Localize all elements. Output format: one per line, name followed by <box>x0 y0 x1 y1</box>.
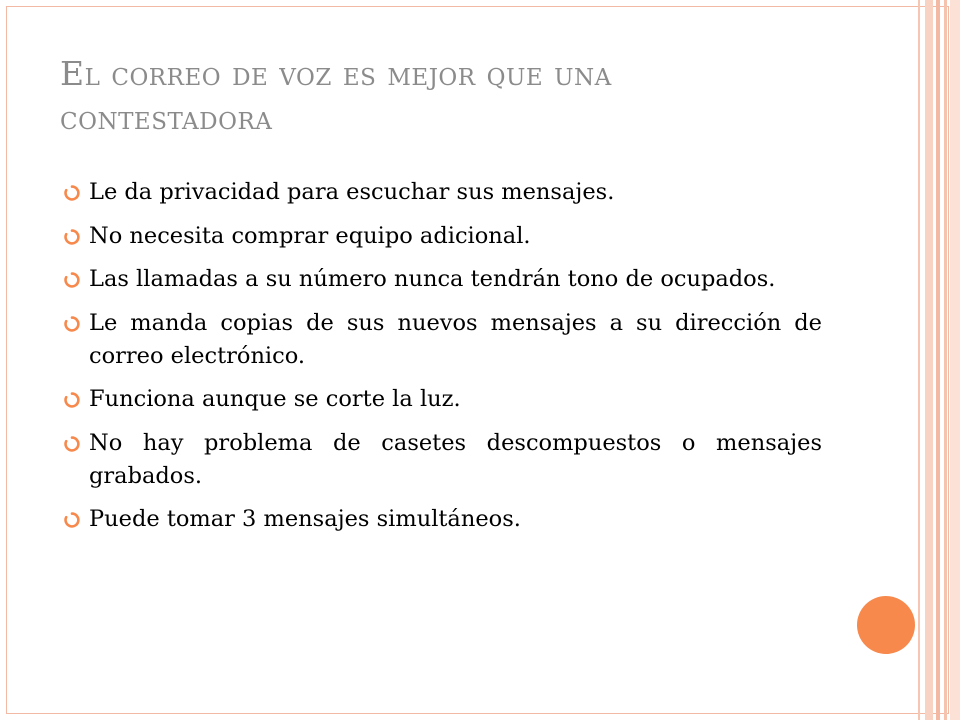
bullet-ring-icon <box>64 436 80 452</box>
bullet-list <box>64 176 822 547</box>
accent-circle <box>857 596 915 654</box>
bullet-ring-icon <box>64 229 80 245</box>
bullet-ring-icon <box>64 512 80 528</box>
bullet-ring-icon <box>64 316 80 332</box>
bullet-text: No necesita comprar equipo adicional. <box>89 222 531 249</box>
bullet-ring-icon <box>64 272 80 288</box>
bullet-ring-icon <box>64 392 80 408</box>
bullet-text: Puede tomar 3 mensajes simultáneos. <box>89 506 521 532</box>
decorative-stripe <box>936 0 940 720</box>
bullet-text: No hay problema de casetes descompuestos o mensajes grabados. <box>89 429 822 489</box>
bullet-text: Le da privacidad para escuchar sus mensajes. <box>89 179 615 205</box>
slide-title: El correo de voz es mejor que una contestadora <box>60 54 612 137</box>
decorative-stripe <box>944 0 947 720</box>
bullet-text: Le manda copias de sus nuevos mensajes a su dirección de correo electrónico. <box>89 309 822 369</box>
bullet-item <box>64 220 822 253</box>
bullet-item <box>64 383 822 416</box>
decorative-stripe <box>925 0 933 720</box>
bullet-text: Funciona aunque se corte la luz. <box>89 386 461 412</box>
bullet-item <box>64 263 822 296</box>
bullet-text: Las llamadas a su número nunca tendrán tono de ocupados. <box>89 266 776 292</box>
bullet-item <box>64 307 822 373</box>
decorative-stripe <box>918 0 920 720</box>
bullet-item <box>64 427 822 493</box>
bullet-item <box>64 503 822 536</box>
bullet-item <box>64 176 822 209</box>
bullet-ring-icon <box>64 185 80 201</box>
decorative-stripe <box>950 0 960 720</box>
